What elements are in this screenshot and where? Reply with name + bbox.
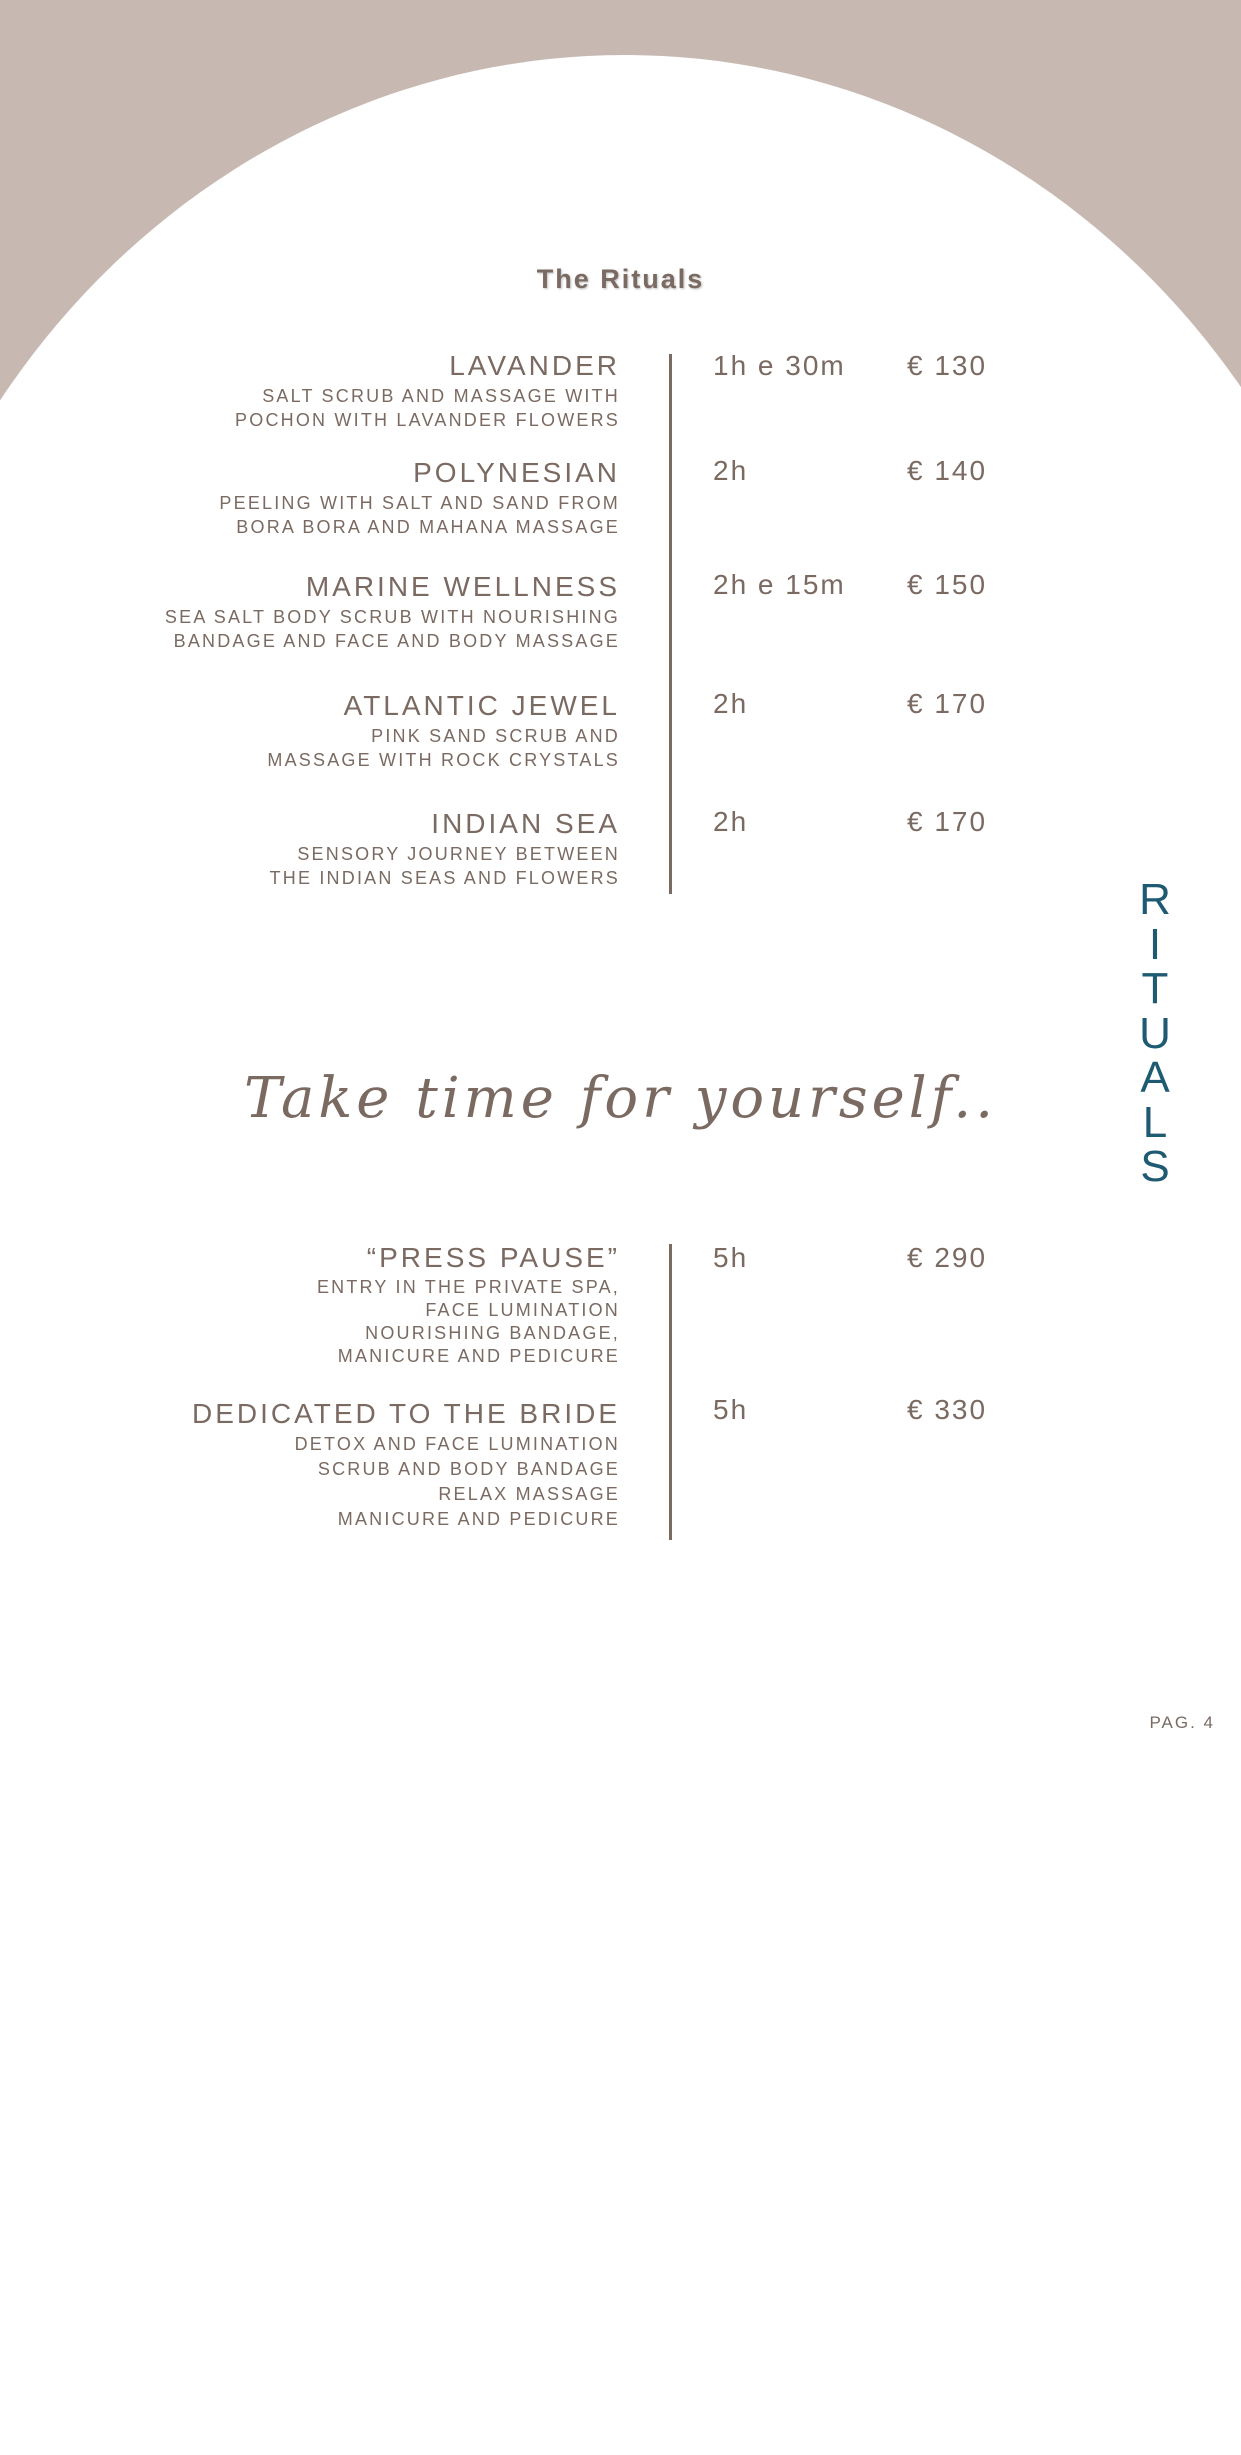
vertical-rituals-label: [1135, 875, 1175, 1191]
package-name: “PRESS PAUSE”: [366, 1242, 620, 1273]
ritual-description: SALT SCRUB AND MASSAGE WITH POCHON WITH LAVANDER FLOWERS: [235, 386, 620, 430]
package-text: [120, 1396, 620, 1532]
packages-divider: [669, 1244, 672, 1540]
ritual-description: SENSORY JOURNEY BETWEEN THE INDIAN SEAS AND FLOWERS: [269, 844, 620, 888]
package-text: [120, 1240, 620, 1368]
ritual-price: € 150: [907, 569, 988, 600]
ritual-price: € 170: [907, 806, 988, 837]
package-description: DETOX AND FACE LUMINATION SCRUB AND BODY BANDAGE RELAX MASSAGE MANICURE AND PEDICURE: [294, 1434, 620, 1529]
ritual-text: [120, 455, 620, 539]
ritual-duration: 2h: [713, 455, 749, 486]
ritual-description: PINK SAND SCRUB AND MASSAGE WITH ROCK CRYSTALS: [267, 726, 620, 770]
vertical-letter: U: [1139, 1008, 1171, 1058]
ritual-duration: 2h: [713, 806, 749, 837]
ritual-description: PEELING WITH SALT AND SAND FROM BORA BORA AND MAHANA MASSAGE: [219, 493, 620, 537]
vertical-letter: R: [1139, 875, 1171, 924]
package-duration: 5h: [713, 1394, 749, 1425]
ritual-name: LAVANDER: [449, 350, 620, 381]
package-price: € 330: [907, 1394, 988, 1425]
section-title: The Rituals: [536, 264, 705, 294]
vertical-letter: L: [1142, 1097, 1168, 1147]
ritual-duration: 2h e 15m: [713, 569, 846, 600]
ritual-price: € 130: [907, 350, 988, 381]
ritual-text: [120, 806, 620, 890]
ritual-duration: 2h: [713, 688, 749, 719]
ritual-price: € 140: [907, 455, 988, 486]
ritual-name: MARINE WELLNESS: [305, 571, 620, 602]
vertical-letter: T: [1141, 964, 1169, 1013]
ritual-text: [120, 569, 620, 653]
package-name: DEDICATED TO THE BRIDE: [192, 1398, 620, 1429]
package-description: ENTRY IN THE PRIVATE SPA, FACE LUMINATION NOURISHING BANDAGE, MANICURE AND PEDICURE: [316, 1277, 620, 1366]
ritual-text: [120, 688, 620, 772]
ritual-name: POLYNESIAN: [413, 457, 620, 488]
ritual-text: [120, 348, 620, 432]
package-price: € 290: [907, 1242, 988, 1273]
rituals-divider: [669, 354, 672, 894]
ritual-price: € 170: [907, 688, 988, 719]
ritual-name: ATLANTIC JEWEL: [343, 690, 620, 721]
tagline: Take time for yourself..: [243, 1066, 998, 1131]
ritual-duration: 1h e 30m: [713, 350, 846, 381]
ritual-name: INDIAN SEA: [431, 808, 620, 839]
vertical-letter: A: [1140, 1053, 1170, 1102]
ritual-description: SEA SALT BODY SCRUB WITH NOURISHING BANDAGE AND FACE AND BODY MASSAGE: [164, 607, 620, 651]
package-duration: 5h: [713, 1242, 749, 1273]
page-number: PAG. 4: [1149, 1713, 1215, 1732]
vertical-letter: I: [1148, 919, 1162, 969]
vertical-letter: S: [1140, 1142, 1170, 1191]
